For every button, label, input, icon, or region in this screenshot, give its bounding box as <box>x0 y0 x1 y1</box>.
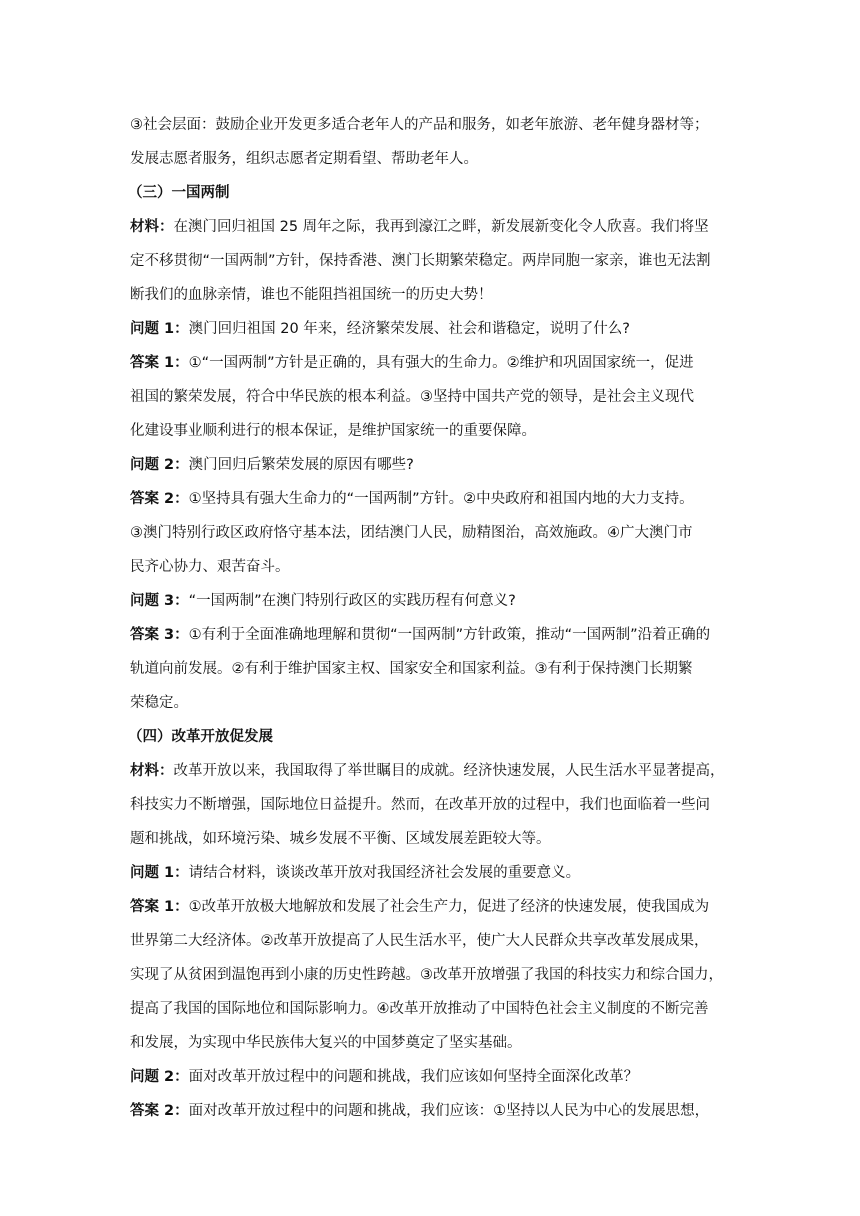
text-line: 祖国的繁荣发展，符合中华民族的根本利益。③坚持中国共产党的领导，是社会主义现代 <box>130 389 694 405</box>
material-label: 材料： <box>130 763 174 779</box>
text-line: ③社会层面：鼓励企业开发更多适合老年人的产品和服务，如老年旅游、老年健身器材等； <box>130 117 709 133</box>
section-heading-3: （三）一国两制 <box>128 185 230 201</box>
text-line: 化建设事业顺利进行的根本保证，是维护国家统一的重要保障。 <box>130 423 536 439</box>
question-line <box>130 856 730 890</box>
material-label: 材料： <box>130 219 174 235</box>
text-line: 轨道向前发展。②有利于维护国家主权、国家安全和国家利益。③有利于保持澳门长期繁 <box>130 661 693 677</box>
material-paragraph <box>130 754 730 788</box>
answer-line <box>130 482 730 516</box>
answer-label: 答案 1： <box>130 899 189 915</box>
text-line: 改革开放以来，我国取得了举世瞩目的成就。经济快速发展，人民生活水平显著提高， <box>173 763 725 779</box>
text-line: 定不移贯彻“一国两制”方针，保持香港、澳门长期繁荣稳定。两岸同胞一家亲，谁也无法割 <box>130 253 711 269</box>
text-line: 民齐心协力、艰苦奋斗。 <box>130 559 290 575</box>
answer-text: ①有利于全面准确地理解和贯彻“一国两制”方针政策，推动“一国两制”沿着正确的 <box>188 627 711 643</box>
material-paragraph <box>130 210 730 244</box>
question-line <box>130 312 730 346</box>
answer-label: 答案 2： <box>130 491 189 507</box>
section-heading-4: （四）改革开放促发展 <box>128 729 273 745</box>
answer-line <box>130 346 730 380</box>
text-line: 题和挑战，如环境污染、城乡发展不平衡、区域发展差距较大等。 <box>130 831 551 847</box>
answer-label: 答案 1： <box>130 355 189 371</box>
answer-line <box>130 890 730 924</box>
question-line <box>130 584 730 618</box>
answer-text: ①“一国两制”方针是正确的，具有强大的生命力。②维护和巩固国家统一，促进 <box>188 355 694 371</box>
answer-label: 答案 2： <box>130 1103 189 1119</box>
text-line: 发展志愿者服务，组织志愿者定期看望、帮助老年人。 <box>130 151 478 167</box>
question-label: 问题 2： <box>130 1069 189 1085</box>
answer-label: 答案 3： <box>130 627 189 643</box>
text-line: 断我们的血脉亲情，谁也不能阻挡祖国统一的历史大势！ <box>130 287 493 303</box>
text-line: 在澳门回归祖国 25 周年之际，我再到濠江之畔，新发展新变化令人欣喜。我们将坚 <box>173 219 709 235</box>
question-text: 请结合材料，谈谈改革开放对我国经济社会发展的重要意义。 <box>188 865 581 881</box>
question-label: 问题 1： <box>130 321 189 337</box>
answer-line <box>130 1094 730 1128</box>
text-line: 和发展，为实现中华民族伟大复兴的中国梦奠定了坚实基础。 <box>130 1035 522 1051</box>
question-text: 澳门回归祖国 20 年来，经济繁荣发展、社会和谐稳定，说明了什么? <box>188 321 631 337</box>
answer-text: ①改革开放极大地解放和发展了社会生产力，促进了经济的快速发展，使我国成为 <box>188 899 710 915</box>
question-text: 面对改革开放过程中的问题和挑战，我们应该如何坚持全面深化改革？ <box>188 1069 639 1085</box>
question-text: “一国两制”在澳门特别行政区的实践历程有何意义? <box>188 593 516 609</box>
question-text: 澳门回归后繁荣发展的原因有哪些? <box>188 457 414 473</box>
text-line: 荣稳定。 <box>130 695 188 711</box>
text-line: 世界第二大经济体。②改革开放提高了人民生活水平，使广大人民群众共享改革发展成果， <box>130 933 709 949</box>
question-label: 问题 2： <box>130 457 189 473</box>
question-label: 问题 1： <box>130 865 189 881</box>
document-body <box>130 108 730 1128</box>
text-line: 提高了我国的国际地位和国际影响力。④改革开放推动了中国特色社会主义制度的不断完善 <box>130 1001 709 1017</box>
question-line <box>130 448 730 482</box>
text-line: ③澳门特别行政区政府恪守基本法，团结澳门人民，励精图治，高效施政。④广大澳门市 <box>130 525 693 541</box>
question-label: 问题 3： <box>130 593 189 609</box>
answer-text: ①坚持具有强大生命力的“一国两制”方针。②中央政府和祖国内地的大力支持。 <box>188 491 694 507</box>
text-line: 实现了从贫困到温饱再到小康的历史性跨越。③改革开放增强了我国的科技实力和综合国力， <box>130 967 723 983</box>
answer-text: 面对改革开放过程中的问题和挑战，我们应该：①坚持以人民为中心的发展思想， <box>188 1103 710 1119</box>
text-line: 科技实力不断增强，国际地位日益提升。然而，在改革开放的过程中，我们也面临着一些问 <box>130 797 710 813</box>
answer-line <box>130 618 730 652</box>
question-line <box>130 1060 730 1094</box>
